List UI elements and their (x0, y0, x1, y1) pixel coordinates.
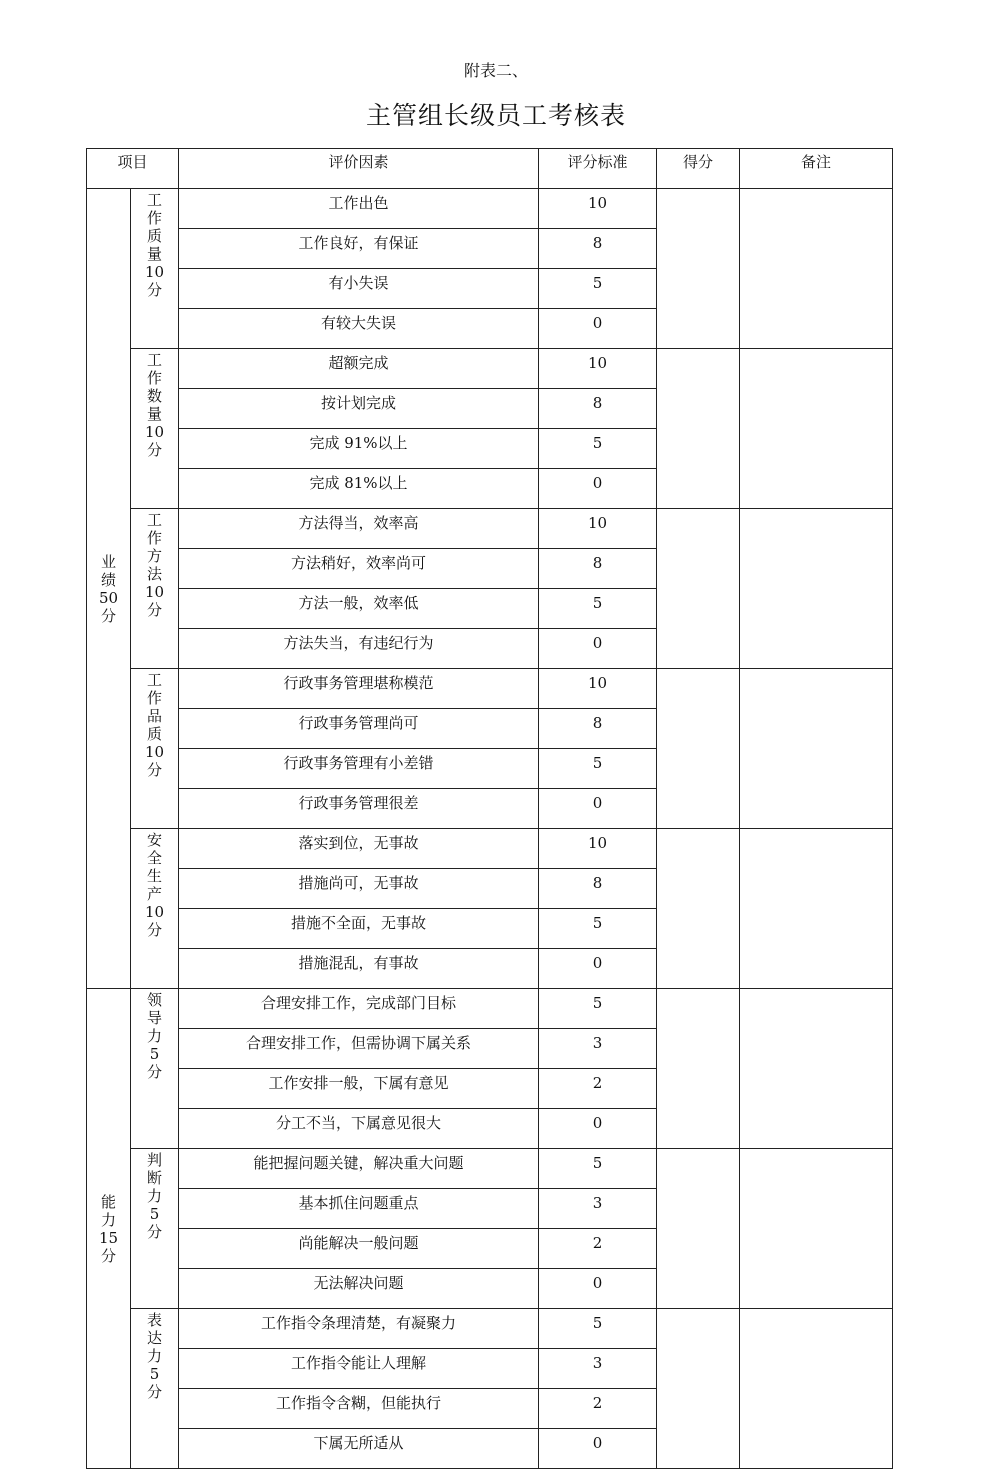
factor-cell: 按计划完成 (179, 389, 539, 429)
factor-cell: 行政事务管理堪称模范 (179, 669, 539, 709)
factor-cell: 工作出色 (179, 189, 539, 229)
criterion-label (131, 189, 179, 349)
score-cell[interactable] (657, 349, 740, 509)
header-note: 备注 (740, 149, 893, 189)
note-cell[interactable] (740, 1309, 893, 1469)
standard-cell: 8 (539, 549, 657, 589)
standard-cell: 3 (539, 1029, 657, 1069)
standard-cell: 0 (539, 949, 657, 989)
criterion-label-text: 判 断 力 5 分 (147, 1151, 163, 1241)
standard-cell: 5 (539, 269, 657, 309)
standard-cell: 0 (539, 1269, 657, 1309)
evaluation-table (86, 148, 893, 1469)
factor-cell: 合理安排工作，但需协调下属关系 (179, 1029, 539, 1069)
criterion-label (131, 829, 179, 989)
factor-cell: 完成 91%以上 (179, 429, 539, 469)
standard-cell: 5 (539, 749, 657, 789)
standard-cell: 8 (539, 869, 657, 909)
criterion-label (131, 669, 179, 829)
header-factor: 评价因素 (179, 149, 539, 189)
note-cell[interactable] (740, 1149, 893, 1309)
criterion-label (131, 509, 179, 669)
header-item: 项目 (87, 149, 179, 189)
standard-cell: 10 (539, 189, 657, 229)
factor-cell: 分工不当，下属意见很大 (179, 1109, 539, 1149)
note-cell[interactable] (740, 349, 893, 509)
standard-cell: 5 (539, 589, 657, 629)
standard-cell: 0 (539, 1429, 657, 1469)
factor-cell: 方法稍好，效率尚可 (179, 549, 539, 589)
standard-cell: 8 (539, 389, 657, 429)
criterion-label-text: 工 作 方 法 10 分 (144, 511, 165, 619)
criterion-label-text: 工 作 数 量 10 分 (144, 351, 165, 459)
score-cell[interactable] (657, 1309, 740, 1469)
table-row (87, 829, 893, 869)
factor-cell: 方法得当，效率高 (179, 509, 539, 549)
factor-cell: 措施尚可，无事故 (179, 869, 539, 909)
header-score: 得分 (657, 149, 740, 189)
table-row (87, 989, 893, 1029)
factor-cell: 方法一般，效率低 (179, 589, 539, 629)
table-row (87, 1149, 893, 1189)
standard-cell: 3 (539, 1189, 657, 1229)
factor-cell: 落实到位，无事故 (179, 829, 539, 869)
factor-cell: 尚能解决一般问题 (179, 1229, 539, 1269)
factor-cell: 工作安排一般，下属有意见 (179, 1069, 539, 1109)
table-row (87, 1309, 893, 1349)
standard-cell: 5 (539, 909, 657, 949)
standard-cell: 10 (539, 669, 657, 709)
criterion-label-text: 工 作 品 质 10 分 (144, 671, 165, 779)
standard-cell: 2 (539, 1229, 657, 1269)
factor-cell: 工作良好，有保证 (179, 229, 539, 269)
page-title: 主管组长级员工考核表 (365, 101, 626, 130)
factor-cell: 行政事务管理很差 (179, 789, 539, 829)
factor-cell: 措施混乱，有事故 (179, 949, 539, 989)
standard-cell: 0 (539, 1109, 657, 1149)
factor-cell: 能把握问题关键，解决重大问题 (179, 1149, 539, 1189)
criterion-label-text: 领 导 力 5 分 (147, 991, 163, 1081)
criterion-label (131, 1149, 179, 1309)
factor-cell: 无法解决问题 (179, 1269, 539, 1309)
score-cell[interactable] (657, 189, 740, 349)
factor-cell: 下属无所适从 (179, 1429, 539, 1469)
table-row (87, 349, 893, 389)
factor-cell: 工作指令能让人理解 (179, 1349, 539, 1389)
section-label-text: 能 力 15 分 (98, 1192, 119, 1265)
table-row (87, 509, 893, 549)
factor-cell: 行政事务管理尚可 (179, 709, 539, 749)
factor-cell: 工作指令含糊，但能执行 (179, 1389, 539, 1429)
standard-cell: 3 (539, 1349, 657, 1389)
standard-cell: 2 (539, 1069, 657, 1109)
factor-cell: 行政事务管理有小差错 (179, 749, 539, 789)
note-cell[interactable] (740, 669, 893, 829)
standard-cell: 0 (539, 309, 657, 349)
standard-cell: 2 (539, 1389, 657, 1429)
standard-cell: 8 (539, 229, 657, 269)
table-row (87, 669, 893, 709)
standard-cell: 0 (539, 469, 657, 509)
score-cell[interactable] (657, 1149, 740, 1309)
note-cell[interactable] (740, 989, 893, 1149)
factor-cell: 措施不全面，无事故 (179, 909, 539, 949)
score-cell[interactable] (657, 509, 740, 669)
score-cell[interactable] (657, 829, 740, 989)
standard-cell: 5 (539, 1309, 657, 1349)
factor-cell: 完成 81%以上 (179, 469, 539, 509)
appendix-label: 附表二、 (463, 61, 528, 80)
factor-cell: 工作指令条理清楚，有凝聚力 (179, 1309, 539, 1349)
criterion-label (131, 1309, 179, 1469)
section-label (87, 989, 131, 1469)
standard-cell: 8 (539, 709, 657, 749)
standard-cell: 5 (539, 1149, 657, 1189)
table-body (87, 189, 893, 1469)
factor-cell: 有小失误 (179, 269, 539, 309)
factor-cell: 合理安排工作，完成部门目标 (179, 989, 539, 1029)
note-cell[interactable] (740, 509, 893, 669)
criterion-label-text: 工 作 质 量 10 分 (144, 191, 165, 299)
note-cell[interactable] (740, 189, 893, 349)
standard-cell: 0 (539, 789, 657, 829)
criterion-label (131, 349, 179, 509)
standard-cell: 10 (539, 509, 657, 549)
factor-cell: 有较大失误 (179, 309, 539, 349)
section-label (87, 189, 131, 989)
criterion-label-text: 表 达 力 5 分 (147, 1311, 163, 1401)
score-cell[interactable] (657, 989, 740, 1149)
score-cell[interactable] (657, 669, 740, 829)
header-standard: 评分标准 (539, 149, 657, 189)
standard-cell: 5 (539, 989, 657, 1029)
factor-cell: 基本抓住问题重点 (179, 1189, 539, 1229)
section-label-text: 业 绩 50 分 (98, 552, 119, 625)
criterion-label-text: 安 全 生 产 10 分 (144, 831, 165, 939)
standard-cell: 5 (539, 429, 657, 469)
table-header-row (87, 149, 893, 189)
standard-cell: 0 (539, 629, 657, 669)
table-row (87, 189, 893, 229)
factor-cell: 方法失当，有违纪行为 (179, 629, 539, 669)
criterion-label (131, 989, 179, 1149)
standard-cell: 10 (539, 349, 657, 389)
factor-cell: 超额完成 (179, 349, 539, 389)
note-cell[interactable] (740, 829, 893, 989)
standard-cell: 10 (539, 829, 657, 869)
